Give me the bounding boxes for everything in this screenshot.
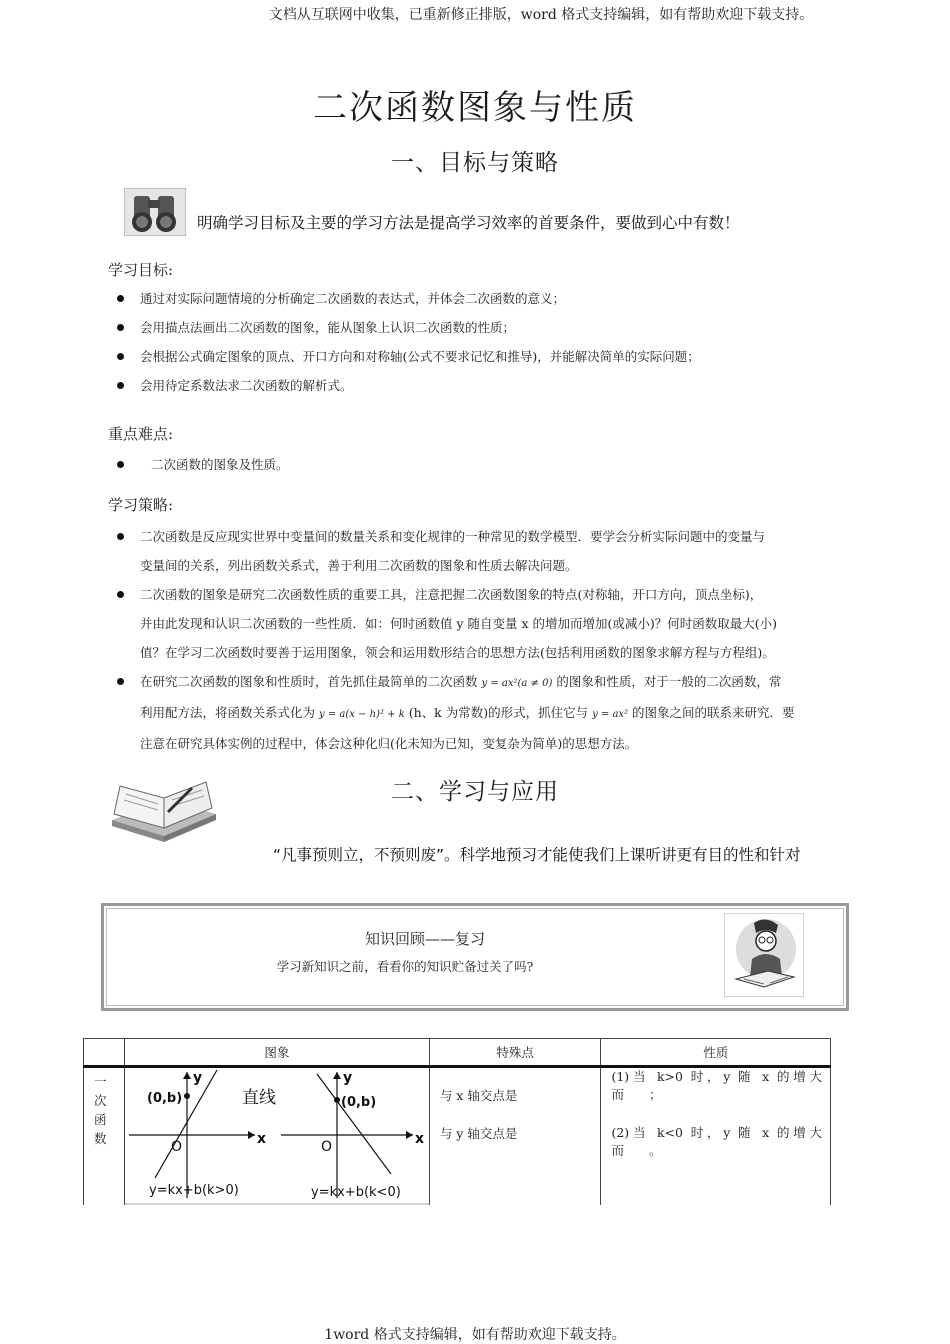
function-table: [83, 1038, 831, 1205]
line-caption: 直线: [241, 1088, 276, 1108]
list-item: 会根据公式确定图象的顶点、开口方向和对称轴(公式不要求记忆和推导)，并能解决简单的实际问题；: [108, 342, 868, 371]
strategy-list: [108, 522, 888, 758]
properties-cell: [601, 1067, 831, 1206]
special-points-cell: [429, 1067, 601, 1206]
x-label: x: [414, 1131, 424, 1147]
review-title: 知识回顾——复习: [364, 930, 485, 948]
row-label: 一 次 函 数: [84, 1067, 125, 1206]
list-item: 在研究二次函数的图象和性质时，首先抓住最简单的二次函数 y = ax²(a ≠ 0) 的图象和性质，对于一般的二次函数，常 利用配方法，将函数关系式化为 y = a(x − h)² + k (h、k 为常数)的形式，抓住它与 y = ax² 的图象之间的联系来研究．要 注意在研究具体实例的过程中，体会这种化归(化未知为已知，变复杂为简单)的思想方法。: [108, 667, 888, 758]
section1-heading: 一、目标与策略: [391, 150, 559, 176]
y-label: y: [342, 1070, 352, 1086]
thinking-student-icon: [724, 913, 804, 997]
table-header-cell: [84, 1039, 125, 1067]
goals-list: [108, 284, 868, 400]
property: (1)当 k>0 时，y 随 x 的增大而 ；: [611, 1069, 822, 1102]
list-item: 通过对实际问题情境的分析确定二次函数的表达式，并体会二次函数的意义；: [108, 284, 868, 313]
footer-note: 1word 格式支持编辑，如有帮助欢迎下载支持。: [324, 1327, 626, 1343]
caption-left: y=kx+b(k>0): [148, 1183, 239, 1198]
special-point: 与 x 轴交点是: [439, 1088, 518, 1103]
list-item: 二次函数是反应现实世界中变量间的数量关系和变化规律的一种常见的数学模型．要学会分析实际问题中的变量与 变量间的关系，列出函数关系式，善于利用二次函数的图象和性质去解决问题。: [108, 522, 888, 580]
list-item: 二次函数的图象是研究二次函数性质的重要工具，注意把握二次函数图象的特点(对称轴，开口方向，顶点坐标)， 并由此发现和认识二次函数的一些性质．如：何时函数值 y 随自变量 x 的增加而增加(或减小)？何时函数取最大(小) 值？在学习二次函数时要善于运用图象，领会和运用数形结合的思想方法(包括利用函数的图象求解方程与方程组)。: [108, 580, 888, 667]
point-label: (0,b): [340, 1095, 377, 1110]
key-points-label: 重点难点:: [108, 425, 174, 443]
point-label: (0,b): [146, 1091, 183, 1106]
table-header-cell: 性质: [601, 1039, 831, 1067]
list-item: 会用待定系数法求二次函数的解析式。: [108, 371, 868, 400]
list-item: 二次函数的图象及性质。: [108, 450, 868, 479]
section2-slogan: “凡事预则立，不预则废”。科学地预习才能使我们上课听讲更有目的性和针对: [273, 846, 801, 864]
formula: y = ax²(a ≠ 0): [481, 678, 553, 689]
review-subtitle: 学习新知识之前，看看你的知识贮备过关了吗?: [276, 959, 534, 974]
property: (2)当 k<0 时，y 随 x 的增大而 。: [611, 1125, 822, 1158]
section2-heading: 二、学习与应用: [391, 779, 559, 805]
intercept-point: [184, 1093, 190, 1099]
origin-label: O: [170, 1139, 182, 1155]
list-item: 会用描点法画出二次函数的图象，能从图象上认识二次函数的性质；: [108, 313, 868, 342]
special-point: 与 y 轴交点是: [439, 1126, 518, 1141]
decreasing-line: [317, 1074, 391, 1174]
key-points-list: [108, 450, 868, 479]
page-title: 二次函数图象与性质: [313, 88, 637, 128]
open-book-icon: [106, 778, 222, 846]
table-header-cell: 图象: [124, 1039, 429, 1067]
linear-function-graphs: [125, 1068, 429, 1205]
graph-cell: [124, 1067, 429, 1206]
intercept-point: [334, 1097, 340, 1103]
table-header-cell: 特殊点: [429, 1039, 601, 1067]
origin-label: O: [320, 1139, 332, 1155]
x-label: x: [256, 1131, 266, 1147]
increasing-line: [155, 1070, 217, 1178]
header-note: 文档从互联网中收集，已重新修正排版，word 格式支持编辑，如有帮助欢迎下载支持。: [268, 7, 814, 23]
goals-label: 学习目标:: [108, 261, 174, 279]
y-label: y: [192, 1070, 202, 1086]
caption-right: y=kx+b(k<0): [310, 1185, 401, 1200]
section1-slogan: 明确学习目标及主要的学习方法是提高学习效率的首要条件，要做到心中有数！: [197, 214, 740, 232]
formula: y = a(x − h)² + k: [318, 709, 405, 720]
formula: y = ax²: [592, 709, 629, 720]
binoculars-icon: [124, 188, 186, 236]
strategy-label: 学习策略:: [108, 496, 174, 514]
